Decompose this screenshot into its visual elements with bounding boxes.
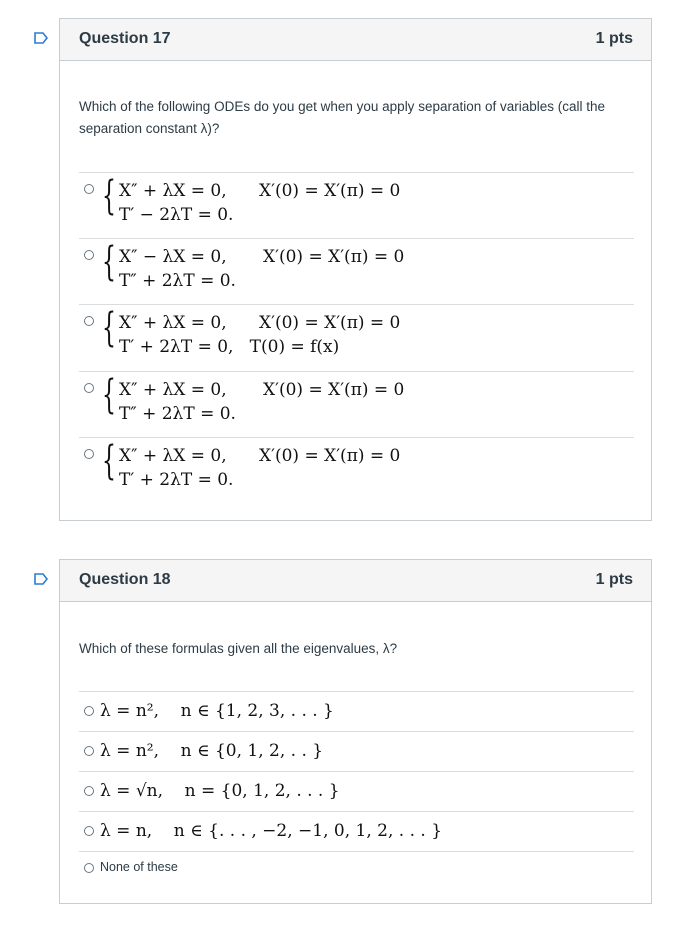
equation-line-1: X″ + λX = 0, — [119, 181, 227, 201]
brace-symbol: { — [102, 438, 116, 484]
radio-button[interactable] — [84, 184, 94, 194]
boundary-condition: X′(0) = X′(π) = 0 — [259, 446, 401, 466]
answer-option[interactable] — [79, 172, 634, 238]
radio-button[interactable] — [84, 706, 94, 716]
brace-symbol: { — [102, 173, 116, 219]
answer-option[interactable] — [79, 771, 634, 811]
bookmark-flag-icon[interactable] — [34, 573, 48, 585]
answer-formula: λ = n², n ∈ {0, 1, 2, . . } — [100, 741, 324, 761]
boundary-condition: X′(0) = X′(π) = 0 — [263, 380, 405, 400]
answer-option[interactable] — [79, 851, 634, 887]
answer-text: None of these — [100, 860, 178, 874]
equation-line-2: T″ + 2λT = 0. — [119, 404, 236, 424]
equation-line-1: X″ + λX = 0, — [119, 313, 227, 333]
answer-formula: λ = n², n ∈ {1, 2, 3, . . . } — [100, 701, 334, 721]
answer-formula: λ = √n, n = {0, 1, 2, . . . } — [100, 781, 340, 801]
equation-line-1: X″ − λX = 0, — [119, 247, 227, 267]
answer-option[interactable] — [79, 731, 634, 771]
equation-line-2: T′ − 2λT = 0. — [119, 205, 234, 225]
answer-list — [79, 172, 634, 503]
brace-symbol: { — [102, 305, 116, 351]
question-points: 1 pts — [595, 571, 633, 588]
equation-line-2: T″ + 2λT = 0. — [119, 271, 236, 291]
radio-button[interactable] — [84, 316, 94, 326]
radio-button[interactable] — [84, 826, 94, 836]
boundary-condition: X′(0) = X′(π) = 0 — [263, 247, 405, 267]
radio-button[interactable] — [84, 746, 94, 756]
answer-option[interactable] — [79, 811, 634, 851]
question-header — [60, 560, 651, 602]
radio-button[interactable] — [84, 786, 94, 796]
brace-symbol: { — [102, 372, 116, 418]
radio-button[interactable] — [84, 250, 94, 260]
radio-button[interactable] — [84, 383, 94, 393]
bookmark-flag-icon[interactable] — [34, 32, 48, 44]
answer-option[interactable] — [79, 371, 634, 437]
question-card-17 — [59, 18, 652, 521]
question-text: Which of these formulas given all the eigenvalues, λ? — [79, 641, 398, 656]
equation-line-1: X″ + λX = 0, — [119, 380, 227, 400]
radio-button[interactable] — [84, 863, 94, 873]
equation-line-1: X″ + λX = 0, — [119, 446, 227, 466]
answer-option[interactable] — [79, 304, 634, 371]
question-points: 1 pts — [595, 30, 633, 47]
question-card-18 — [59, 559, 652, 904]
question-title: Question 18 — [79, 571, 171, 588]
question-header — [60, 19, 651, 61]
question-title: Question 17 — [79, 30, 171, 47]
question-text: Which of the following ODEs do you get when you apply separation of variables (call the separation constant λ)? — [79, 99, 606, 136]
answer-option[interactable] — [79, 437, 634, 503]
answer-option[interactable] — [79, 238, 634, 304]
answer-formula: λ = n, n ∈ {. . . , −2, −1, 0, 1, 2, . . . } — [100, 821, 443, 841]
equation-line-2: T′ + 2λT = 0, T(0) = f(x) — [119, 337, 340, 357]
boundary-condition: X′(0) = X′(π) = 0 — [259, 313, 401, 333]
radio-button[interactable] — [84, 449, 94, 459]
boundary-condition: X′(0) = X′(π) = 0 — [259, 181, 401, 201]
answer-list — [79, 691, 634, 887]
brace-symbol: { — [102, 239, 116, 285]
equation-line-2: T′ + 2λT = 0. — [119, 470, 234, 490]
answer-option[interactable] — [79, 691, 634, 731]
